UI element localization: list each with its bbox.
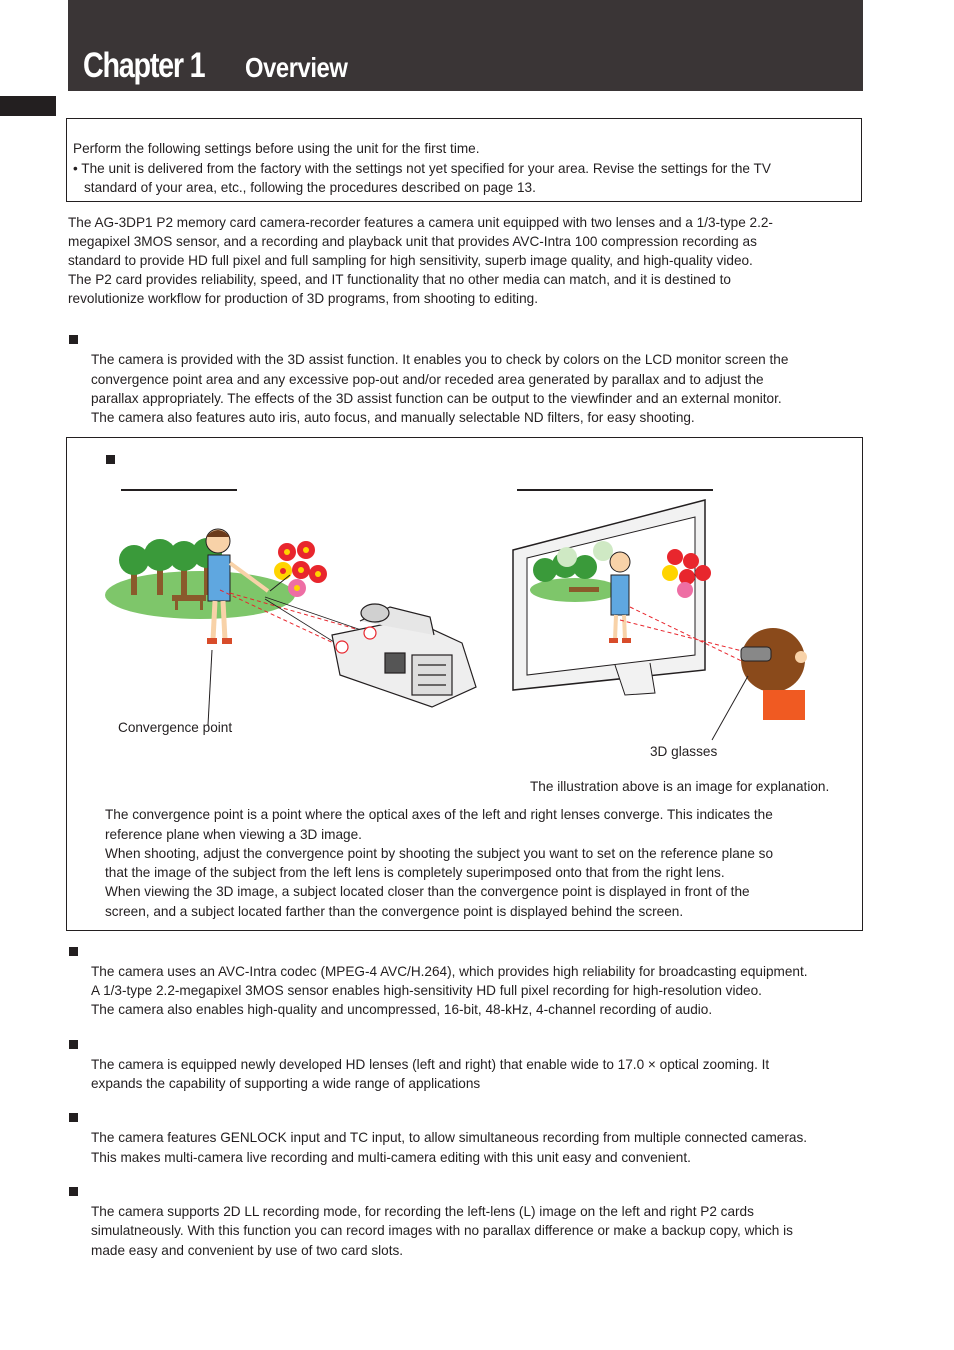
- heading-underline: [517, 489, 713, 491]
- figure-text-line: screen, and a subject located farther than the convergence point is displayed behind the screen.: [105, 904, 684, 919]
- section5-line: The camera supports 2D LL recording mode, for recording the left-lens (L) image on the left and right P2 cards: [91, 1204, 754, 1219]
- leader-line: [208, 650, 212, 725]
- chapter-number: Chapter 1: [83, 46, 205, 85]
- section1-line: parallax appropriately. The effects of the 3D assist function can be output to the viewfinder and an external monitor.: [91, 391, 782, 406]
- chapter-title: Overview: [245, 52, 348, 83]
- section5-line: simulatneously. With this function you can record images with no parallax difference or make a backup copy, which is: [91, 1223, 793, 1238]
- chapter-header: [68, 0, 863, 91]
- figure-text-line: The convergence point is a point where the optical axes of the left and right lenses converge. This indicates the: [105, 807, 773, 822]
- figure-caption: The illustration above is an image for explanation.: [530, 779, 830, 794]
- section5-line: made easy and convenient by use of two card slots.: [91, 1243, 404, 1258]
- section3-line: expands the capability of supporting a wide range of applications: [91, 1076, 481, 1091]
- section2-line: A 1/3-type 2.2-megapixel 3MOS sensor enables high-sensitivity HD full pixel recording for high-resolution video.: [91, 983, 762, 998]
- section-bullet-icon: [69, 1187, 78, 1196]
- intro-line: megapixel 3MOS sensor, and a recording and playback unit that provides AVC-Intra 100 compression recording as: [68, 234, 757, 249]
- notice-bullet-line: • The unit is delivered from the factory with the settings not yet specified for your area. Revise the settings for the TV: [73, 161, 771, 176]
- figure-text-line: When viewing the 3D image, a subject located closer than the convergence point is displayed in front of the: [105, 884, 750, 899]
- intro-line: The P2 card provides reliability, speed, and IT functionality that no other media can match, and it is destined to: [68, 272, 731, 287]
- section2-line: The camera uses an AVC-Intra codec (MPEG-4 AVC/H.264), which provides high reliability for broadcasting equipment.: [91, 964, 808, 979]
- section-bullet-icon: [69, 947, 78, 956]
- section-bullet-icon: [69, 1113, 78, 1122]
- figure-bullet-icon: [106, 455, 115, 464]
- 3d-glasses-label: 3D glasses: [650, 744, 718, 759]
- section2-line: The camera also enables high-quality and uncompressed, 16-bit, 48-kHz, 4-channel recording of audio.: [91, 1002, 713, 1017]
- section4-line: This makes multi-camera live recording and multi-camera editing with this unit easy and convenient.: [91, 1150, 691, 1165]
- leader-lines: [200, 640, 760, 750]
- section3-line: The camera is equipped newly developed HD lenses (left and right) that enable wide to 17.0 × optical zooming. It: [91, 1057, 770, 1072]
- heading-underline: [121, 489, 237, 491]
- section-bullet-icon: [69, 335, 78, 344]
- convergence-point-label: Convergence point: [118, 720, 233, 735]
- section1-line: The camera also features auto iris, auto focus, and manually selectable ND filters, for easy shooting.: [91, 410, 695, 425]
- chapter-side-tab: [0, 96, 56, 116]
- section-bullet-icon: [69, 1040, 78, 1049]
- figure-text-line: reference plane when viewing a 3D image.: [105, 827, 362, 842]
- page-title: [83, 46, 348, 86]
- section4-line: The camera features GENLOCK input and TC input, to allow simultaneous recording from multiple connected cameras.: [91, 1130, 808, 1145]
- intro-line: revolutionize workflow for production of 3D programs, from shooting to editing.: [68, 291, 538, 306]
- sight-line: [265, 597, 370, 633]
- notice-line: Perform the following settings before using the unit for the first time.: [73, 141, 480, 156]
- figure-text-line: When shooting, adjust the convergence point by shooting the subject you want to set on the reference plane so: [105, 846, 774, 861]
- figure-text-line: that the image of the subject from the left lens is completely superimposed onto that from the right lens.: [105, 865, 725, 880]
- intro-line: standard to provide HD full pixel and full sampling for high sensitivity, superb image quality, and high-quality video.: [68, 253, 753, 268]
- section1-line: The camera is provided with the 3D assist function. It enables you to check by colors on the LCD monitor screen the: [91, 352, 789, 367]
- intro-line: The AG-3DP1 P2 memory card camera-recorder features a camera unit equipped with two lenses and a 1/3-type 2.2-: [68, 215, 773, 230]
- notice-bullet-line: standard of your area, etc., following the procedures described on page 13.: [84, 180, 536, 195]
- section1-line: convergence point area and any excessive pop-out and/or receded area generated by parallax and to adjust the: [91, 372, 764, 387]
- leader-line: [712, 676, 748, 740]
